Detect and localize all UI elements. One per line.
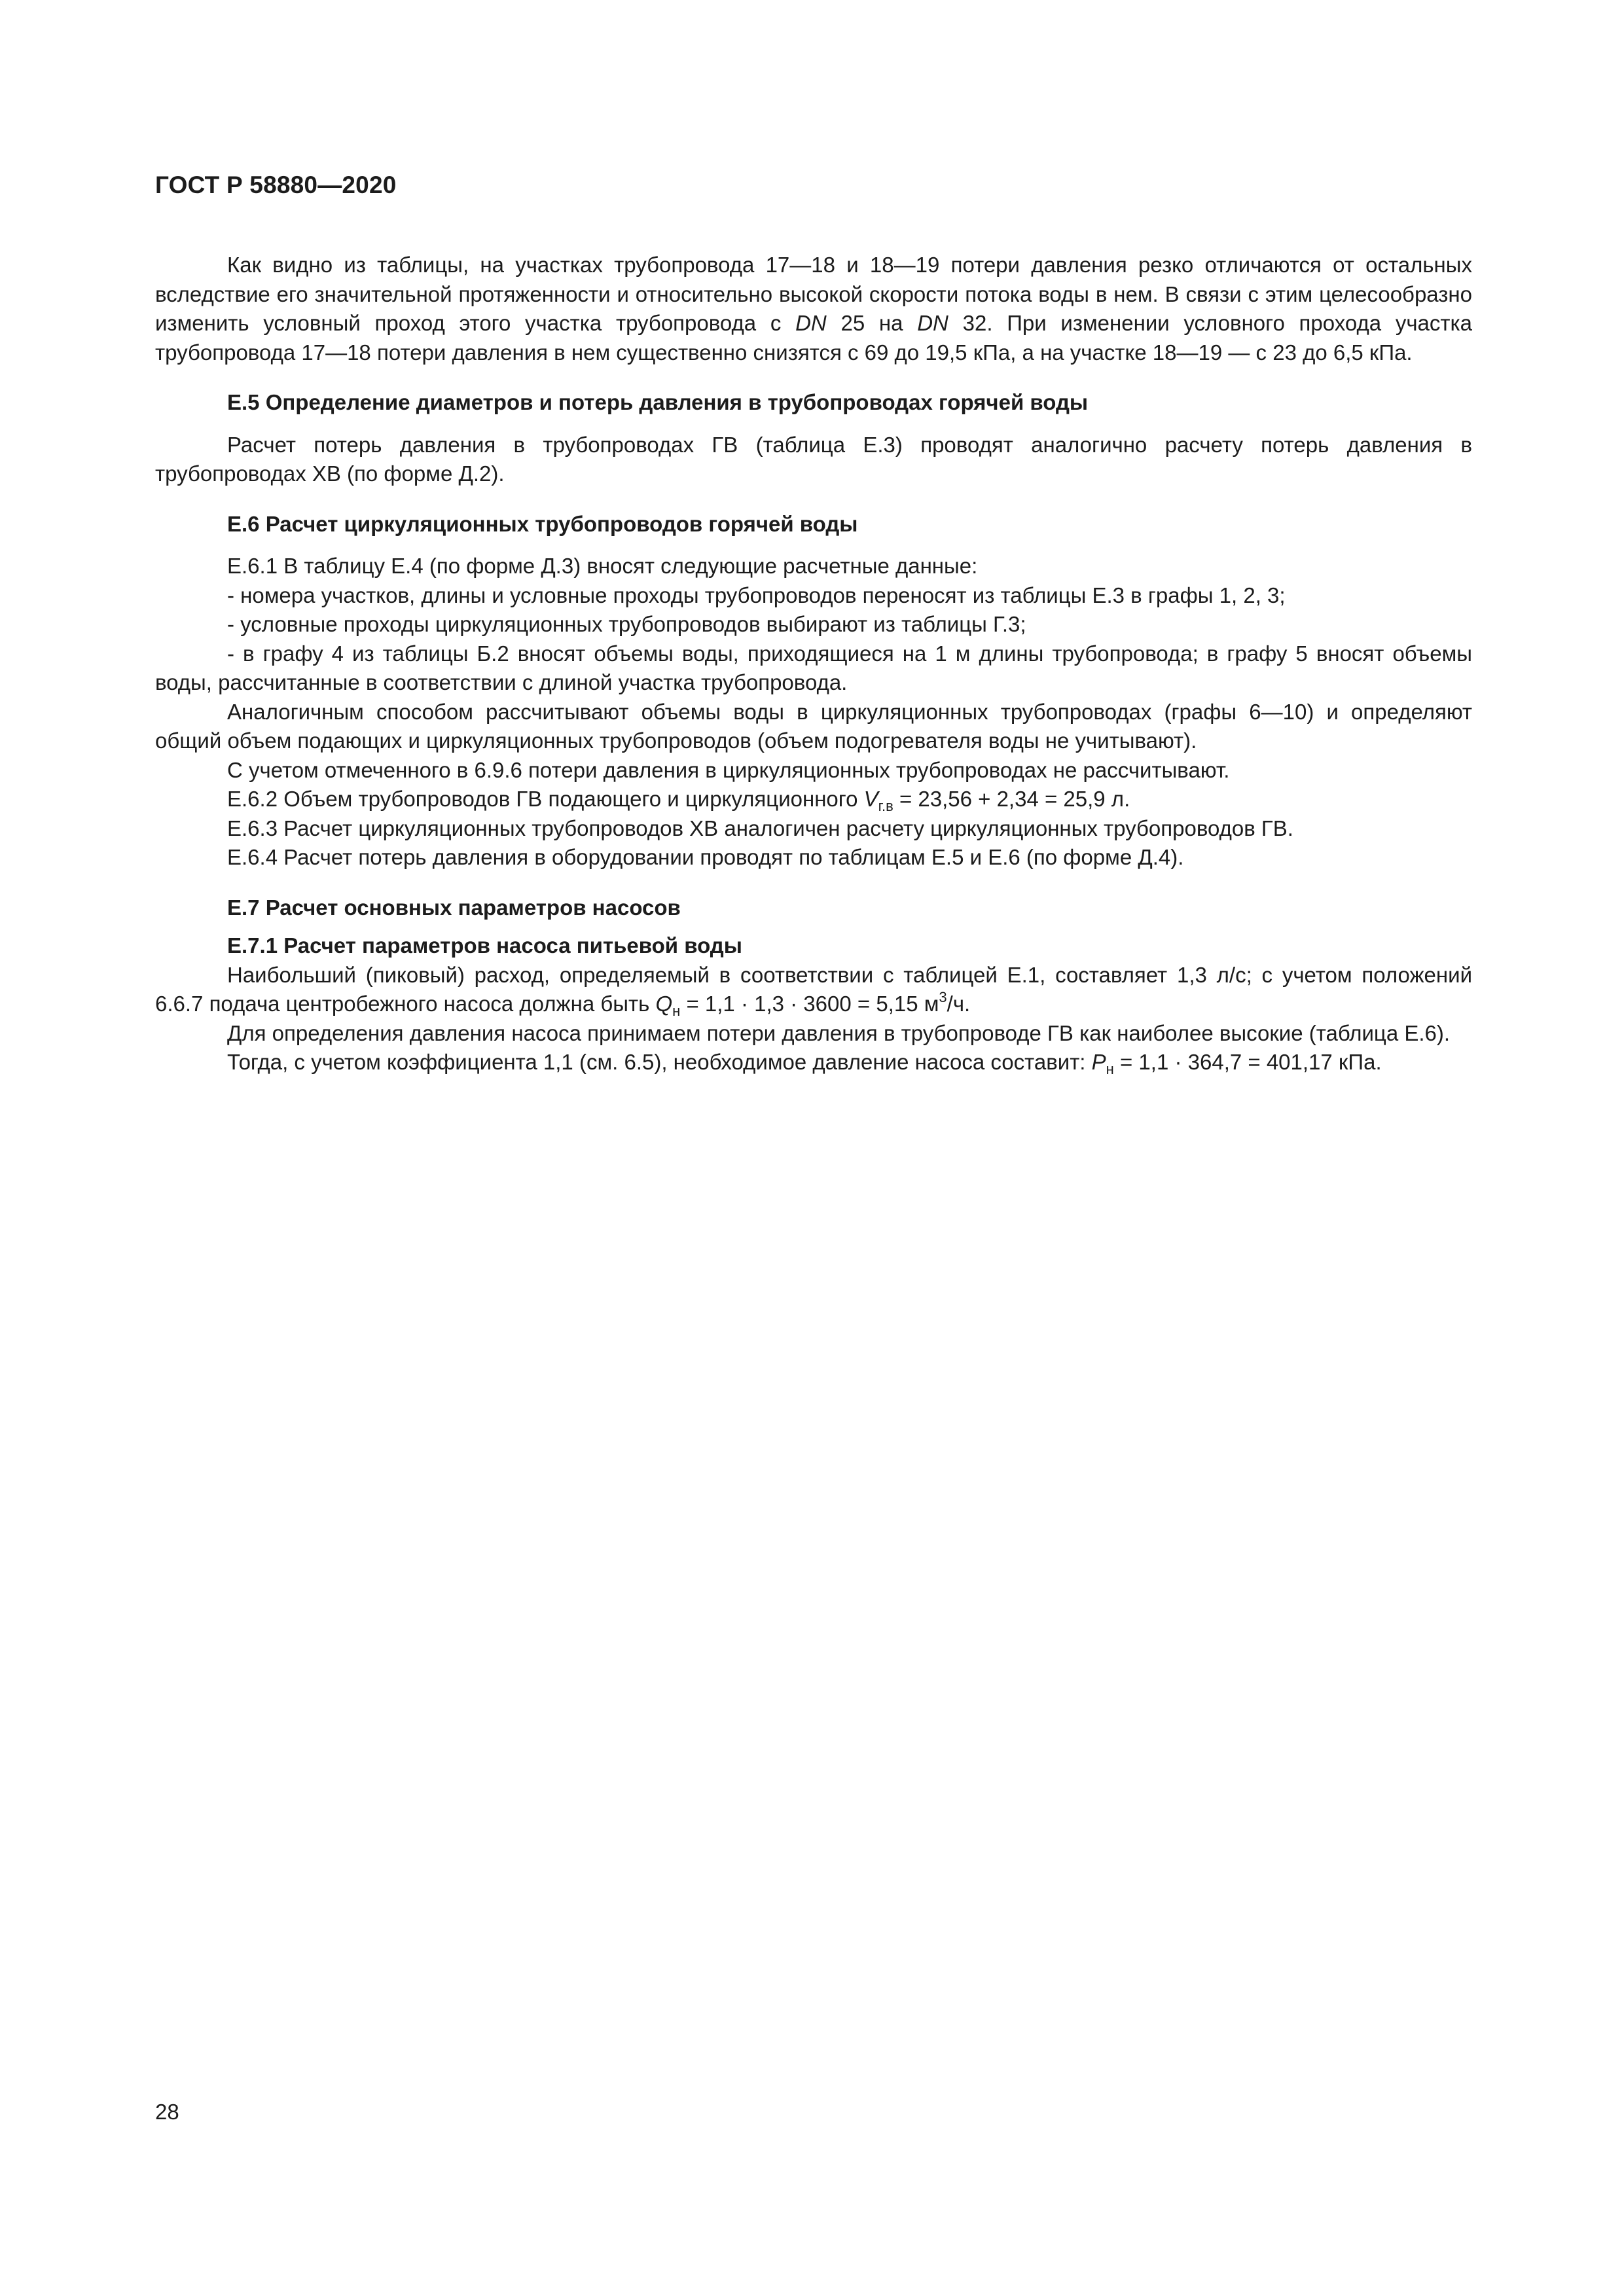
section-e71-paragraph-3: Тогда, с учетом коэффициента 1,1 (см. 6.5), необходимое давление насоса составит: $P_н = 1,1 \cdot 364,7 = 401,17$ кПа.	[227, 1050, 1382, 1077]
document-header: ГОСТ Р 58880—2020	[155, 171, 397, 198]
section-e6-bullet-2: - условные проходы циркуляционных трубопроводов выбирают из таблицы Г.3;	[227, 612, 1026, 636]
section-heading-e6: Е.6 Расчет циркуляционных трубопроводов горячей воды	[227, 511, 858, 536]
subsection-heading-e71: Е.7.1 Расчет параметров насоса питьевой воды	[227, 933, 742, 958]
section-e5-paragraph: Расчет потерь давления в трубопроводах ГВ (таблица Е.3) проводят аналогично расчету потерь давления в трубопроводах ХВ (по форме Д.2).	[155, 432, 1472, 486]
document-body	[155, 251, 1472, 1077]
intro-paragraph: Как видно из таблицы, на участках трубопровода 17—18 и 18—19 потери давления резко отличаются от остальных вследствие его значительной протяженности и относительно высокой скорости потока воды в нем. В связи с этим целесообразно изменить условный проход этого участка трубопровода с DN 25 на DN 32. При изменении условного прохода участка трубопровода 17—18 потери давления в нем существенно снизятся с 69 до 19,5 кПа, а на участке 18—19 — с 23 до 6,5 кПа.	[155, 253, 1472, 365]
section-e71-paragraph-1: Наибольший (пиковый) расход, определяемый в соответствии с таблицей Е.1, составляет 1,3 л/с; с учетом положений 6.6.7 подача центробежного насоса должна быть $Q_н = 1,1 \cdot 1,3 \cdot 3600 = 5,15$ $м^3/ч$.	[155, 962, 1472, 1019]
section-e6-bullet-1: - номера участков, длины и условные проходы трубопроводов переносят из таблицы Е.3 в графы 1, 2, 3;	[227, 583, 1286, 607]
section-e6-paragraph-4: Е.6.2 Объем трубопроводов ГВ подающего и циркуляционного $V_{г.в} = 23,56 + 2,34 = 25,9$ л.	[227, 787, 1130, 814]
section-e6-paragraph-5: Е.6.3 Расчет циркуляционных трубопроводов ХВ аналогичен расчету циркуляционных трубопроводов ГВ.	[227, 816, 1293, 840]
page-number: 28	[155, 2100, 179, 2124]
section-heading-e5: Е.5 Определение диаметров и потерь давления в трубопроводах горячей воды	[227, 390, 1089, 414]
section-e6-paragraph-3: С учетом отмеченного в 6.9.6 потери давления в циркуляционных трубопроводах не рассчитывают.	[227, 757, 1230, 782]
section-heading-e7: Е.7 Расчет основных параметров насосов	[227, 895, 681, 920]
section-e6-bullet-3: - в графу 4 из таблицы Б.2 вносят объемы воды, приходящиеся на 1 м длины трубопровода; в графу 5 вносят объемы воды, рассчитанные в соответствии с длиной участка трубопровода.	[155, 641, 1472, 694]
section-e6-paragraph-2: Аналогичным способом рассчитывают объемы воды в циркуляционных трубопроводах (графы 6—10) и определяют общий объем подающих и циркуляционных трубопроводов (объем подогревателя воды не учитывают).	[155, 699, 1472, 753]
section-e71-paragraph-2: Для определения давления насоса принимаем потери давления в трубопроводе ГВ как наиболее высокие (таблица Е.6).	[227, 1020, 1451, 1045]
section-e6-paragraph-6: Е.6.4 Расчет потерь давления в оборудовании проводят по таблицам Е.5 и Е.6 (по форме Д.4).	[227, 845, 1184, 869]
section-e6-paragraph-1: Е.6.1 В таблицу Е.4 (по форме Д.3) вносят следующие расчетные данные:	[227, 554, 978, 578]
